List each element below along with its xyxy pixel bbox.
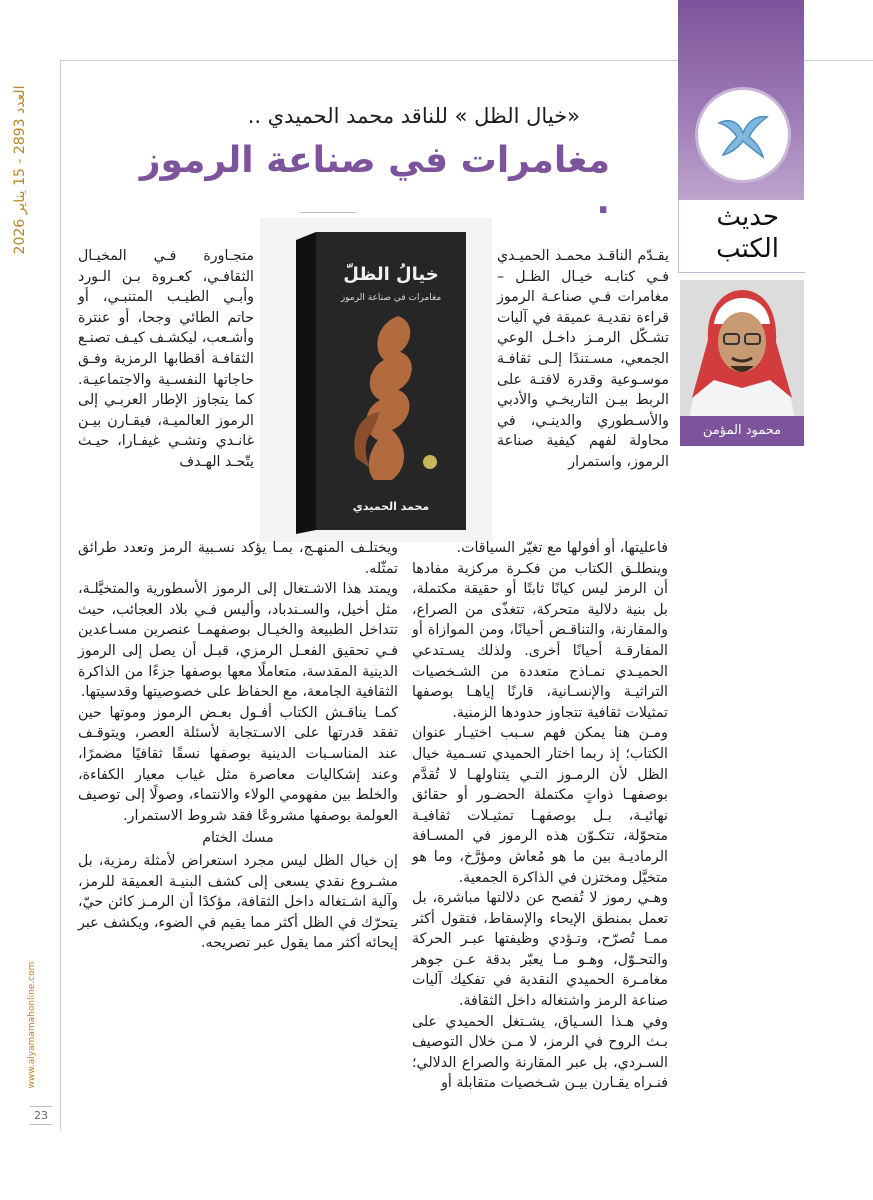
paragraph: وينطلـق الكتاب من فكـرة مركزية مفادها أن الرمز ليس كيانًا ثابتًا أو حقيقة مكتملة، بل بنية دلالية متحركة، تتغذّى من الصراع، والمقارنة، والتناقـض أحيانًا، ومن الموازاة أو المفارقـة أحيانًا أخرى. ولذلك يسـتدعي الحميـدي نمـاذج متعددة من الشـخصيات التراثيـة والإنسـانية، قارنًا إياهـا بوصفها تمثيلات ثقافية تتجاوز حدودها الزمنية. [412,560,668,721]
article-kicker: «خيال الظل » للناقد محمد الحميدي .. [247,104,580,128]
paragraph: إن خيال الظل ليس مجرد استعراض لأمثلة رمزية، بل مشـروع نقدي يسعى إلى كشف البنيـة العميقة للرمز، وآلية اشـتغاله داخل الثقافة، مؤكدًا أن الرمـز كائن حيّ، يتحرّك في الظل أكثر مما يقيم في الضوء، ويكشف عبر إيحائه أكثر مما يقول عبر تصريحه. [78,852,398,952]
paragraph: ومـن هنا يمكن فهم سـبب اختيـار عنوان الكتاب؛ إذ ربما اختار الحميدي تسـمية خيال الظل لأن الرمـوز التـي يتناولهـا لا تُقدَّم بوصفهـا ذواتٍ مكتملة الحضـور أو حقائق نهائيـة، بـل بوصفهـا تمثيـلات ثقافيـة متحوّلة، تتكـوّن هذه الرموز في المسـافة الرماديـة بين ما هو مُعاش ومؤرَّخ، وما هو متخيَّل ومختزن في الذاكرة الجمعية. [412,725,668,886]
column-right-bottom [412,538,668,1094]
paragraph: فاعليتها، أو أفولها مع تغيّر السياقات. [456,540,668,556]
section-subheading: مسك الختام [202,830,274,847]
headline-divider [300,212,356,213]
page-number: 23 [30,1106,52,1125]
issue-date-line: العدد 2893 - 15 يناير 2026 [12,85,28,255]
paragraph: كمـا يناقـش الكتاب أفـول بعـض الرموز وموتها حين تفقد قدرتها على الاسـتجابة لأسئلة العصر، ويتوقـف عند المناسـبات الدينية بوصفها نسقًا ثقافيًا مضمرًا، وعند إشكاليات معاصرة مثل غياب معيار الكفاءة، والخلط بين مفهومي الولاء والانتماء، وصولًا إلى توصيف العولمة بوصفها مشروعًا فقد شروط الاستمرار. [78,704,398,824]
paragraph: وفي هـذا السـياق، يشـتغل الحميدي على بـث الروح في الرمز، لا مـن خلال التوصيف السـردي، بل عبر المقارنة والصراع الدلالي؛ فنـراه يقـارن بيـن شـخصيات متقابلة أو [412,1013,668,1092]
paragraph: ويختلـف المنهـج، بمـا يؤكد نسـبية الرمز وتعدد طرائق تمثّله. [78,540,398,577]
paragraph: ويمتد هذا الاشـتغال إلى الرموز الأسطورية والمتخيَّلـة، مثل أخيل، والسـندباد، وأليس فـي بلاد العجائب، حيث تتداخل الطبيعة والخيـال بوصفهمـا عنصرين مسـاعدين فـي تحقيق الفعـل الرمزي، قبـل أن يصل إلى الرموز الدينية المقدسة، متعاملًا معها بوصفها جزءًا من الذاكرة الثقافية الجامعة، مع الحفاظ على خصوصيتها وقدسيتها. [78,581,398,701]
column-right-top [497,246,669,473]
paragraph: متجـاورة فـي المخيـال الثقافـي، كعـروة بـن الـورد وأبـي الطيـب المتنبـي، أو حاتم الطائي وجحا، أو عنترة وأشـعب، ليكشـف كيـف تصنـع الثقافـة أقطابها الرمزية وفـق حاجاتها النفسـية والاجتماعيـة. كما يتجاوز الإطار العربـي إلى الرموز العالميـة، فيقـارن بيـن غانـدي وتشـي غيفـارا، حيـث يتّحـد الهـدف [78,248,254,470]
author-name: محمود المؤمن [680,416,804,446]
yamamah-bird-icon [698,90,788,180]
paragraph: وهـي رموز لا تُفصح عن دلالتها مباشرة، بل تعمل بمنطق الإيحاء والإسقاط، فتقول أكثر ممـا تُصرّح، وتـؤدي وظيفتها عبـر الحركة والتحـوّل، وهـو مـا يعبّر بدقة عـن جوهر مغامـرة الحميدي النقدية في تفكيك آليات صناعة الرمز واشتغاله داخل الثقافة. [412,890,668,1010]
book-cover-image [260,218,492,542]
website-url[interactable]: www.alyamamahonline.com [27,961,37,1089]
book-cover-author: محمد الحميدي [352,500,430,513]
paragraph: يقـدّم الناقـد محمـد الحميـدي فـي كتابـه خيـال الظـل – مغامرات فـي صناعـة الرموز قراءة نقديـة عميقة في آليات تشـكّل الرمـز داخـل الوعي الجمعي، مسـتندًا إلـى ثقافـة موسـوعية وقدرة لافتـة على الربط بيـن التاريخـي والأدبي والأسـطوري والدينـي، في محاولة لفهم كيفية صناعة الرموز، واستمرار [497,248,669,470]
column-left-top [78,246,254,473]
book-cover-title: خيالُ الظلّ [343,264,439,285]
section-label: حديث الكتب [678,200,805,273]
book-cover-subtitle: مغامرات في صناعة الرموز [340,293,442,303]
article-headline: مغامرات في صناعة الرموز . [139,140,610,222]
column-left-bottom [78,538,398,954]
author-photo [680,280,804,416]
